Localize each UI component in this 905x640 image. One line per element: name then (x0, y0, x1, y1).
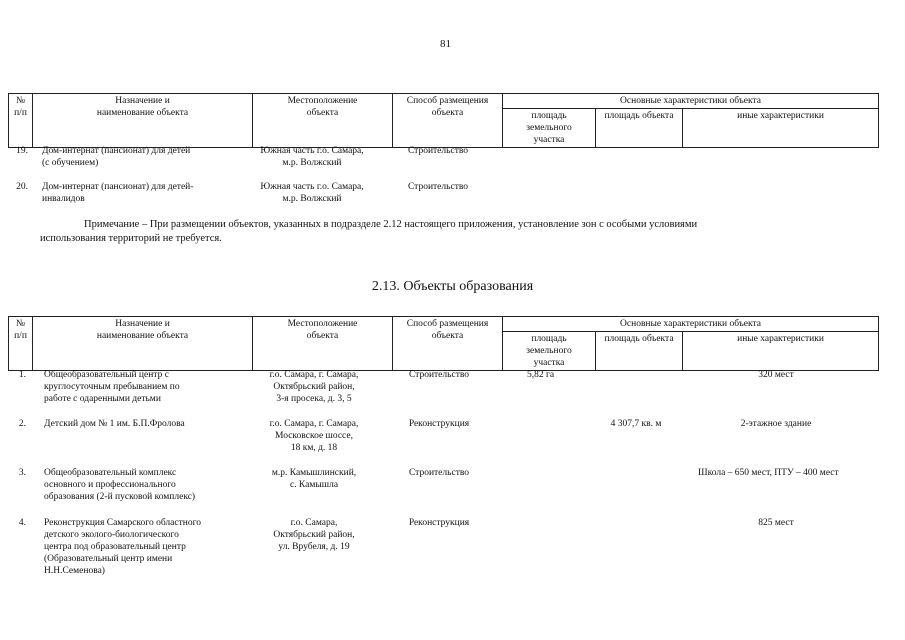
row-name: Общеобразовательный комплекс основного и профессионального образования (2-й пусковой комплекс) (44, 468, 196, 502)
header-characteristics: Основные характеристики объекта (503, 94, 879, 109)
row-location: Южная часть г.о. Самара, м.р. Волжский (260, 146, 364, 168)
header-other: иные характеристики (683, 332, 879, 371)
header-placement: Способ размещения объекта (393, 317, 503, 371)
header-land-area: площадь земельного участка (503, 332, 596, 371)
row-other: 2-этажное здание (740, 419, 812, 429)
row-method: Реконструкция (408, 419, 470, 429)
row-num: 3. (18, 468, 26, 478)
page-number: 81 (440, 38, 451, 50)
row-num: 2. (18, 419, 26, 429)
row-name: Детский дом № 1 им. Б.П.Фролова (44, 419, 185, 429)
row-location: г.о. Самара, г. Самара, Октябрьский район, 3-я просека, д. 3, 5 (269, 370, 359, 404)
header-location: Местоположение объекта (253, 94, 393, 148)
row-location: г.о. Самара, г. Самара, Московское шоссе, 18 км, д. 18 (269, 419, 359, 453)
row-other: 320 мест (758, 370, 794, 380)
header-location: Местоположение объекта (253, 317, 393, 371)
table1-header (8, 93, 879, 148)
row-method: Строительство (408, 370, 470, 380)
row-method: Строительство (407, 182, 469, 192)
header-object-area: площадь объекта (596, 109, 683, 148)
row-method: Строительство (408, 468, 470, 478)
header-name: Назначение и наименование объекта (33, 94, 253, 148)
row-num: 19. (16, 146, 28, 156)
row-method: Строительство (407, 146, 469, 156)
row-num: 4. (18, 518, 26, 528)
header-characteristics: Основные характеристики объекта (503, 317, 879, 332)
header-name: Назначение и наименование объекта (33, 317, 253, 371)
row-location: г.о. Самара, Октябрьский район, ул. Врубеля, д. 19 (273, 518, 355, 552)
header-land-area: площадь земельного участка (503, 109, 596, 148)
row-other: 825 мест (758, 518, 794, 528)
row-object-area: 4 307,7 кв. м (610, 419, 662, 429)
row-location: м.р. Камышлинский, с. Камышла (271, 468, 357, 490)
row-method: Реконструкция (408, 518, 470, 528)
section-title: 2.13. Объекты образования (371, 279, 534, 294)
note-paragraph: Примечание – При размещении объектов, указанных в подразделе 2.12 настоящего приложения, установление зон с особыми условиями использования территорий не требуется. (40, 219, 698, 244)
row-name: Дом-интернат (пансионат) для детей (с обучением) (42, 146, 191, 168)
row-num: 20. (16, 182, 28, 192)
row-name: Дом-интернат (пансионат) для детей- инвалидов (42, 182, 194, 204)
header-num: № п/п (9, 317, 33, 371)
header-object-area: площадь объекта (596, 332, 683, 371)
header-placement: Способ размещения объекта (393, 94, 503, 148)
row-land-area: 5,82 га (526, 370, 555, 380)
header-num: № п/п (9, 94, 33, 148)
row-location: Южная часть г.о. Самара, м.р. Волжский (260, 182, 364, 204)
row-other: Школа – 650 мест, ПТУ – 400 мест (698, 468, 839, 478)
row-num: 1. (18, 370, 26, 380)
row-name: Реконструкция Самарского областного детского эколого-биологического центра под образовательный центр (Образовательный центр имени Н.Н.Семенова) (44, 518, 201, 576)
table2-header (8, 316, 879, 371)
row-name: Общеобразовательный центр с круглосуточным пребыванием по работе с одаренными детьми (44, 370, 180, 404)
header-other: иные характеристики (683, 109, 879, 148)
